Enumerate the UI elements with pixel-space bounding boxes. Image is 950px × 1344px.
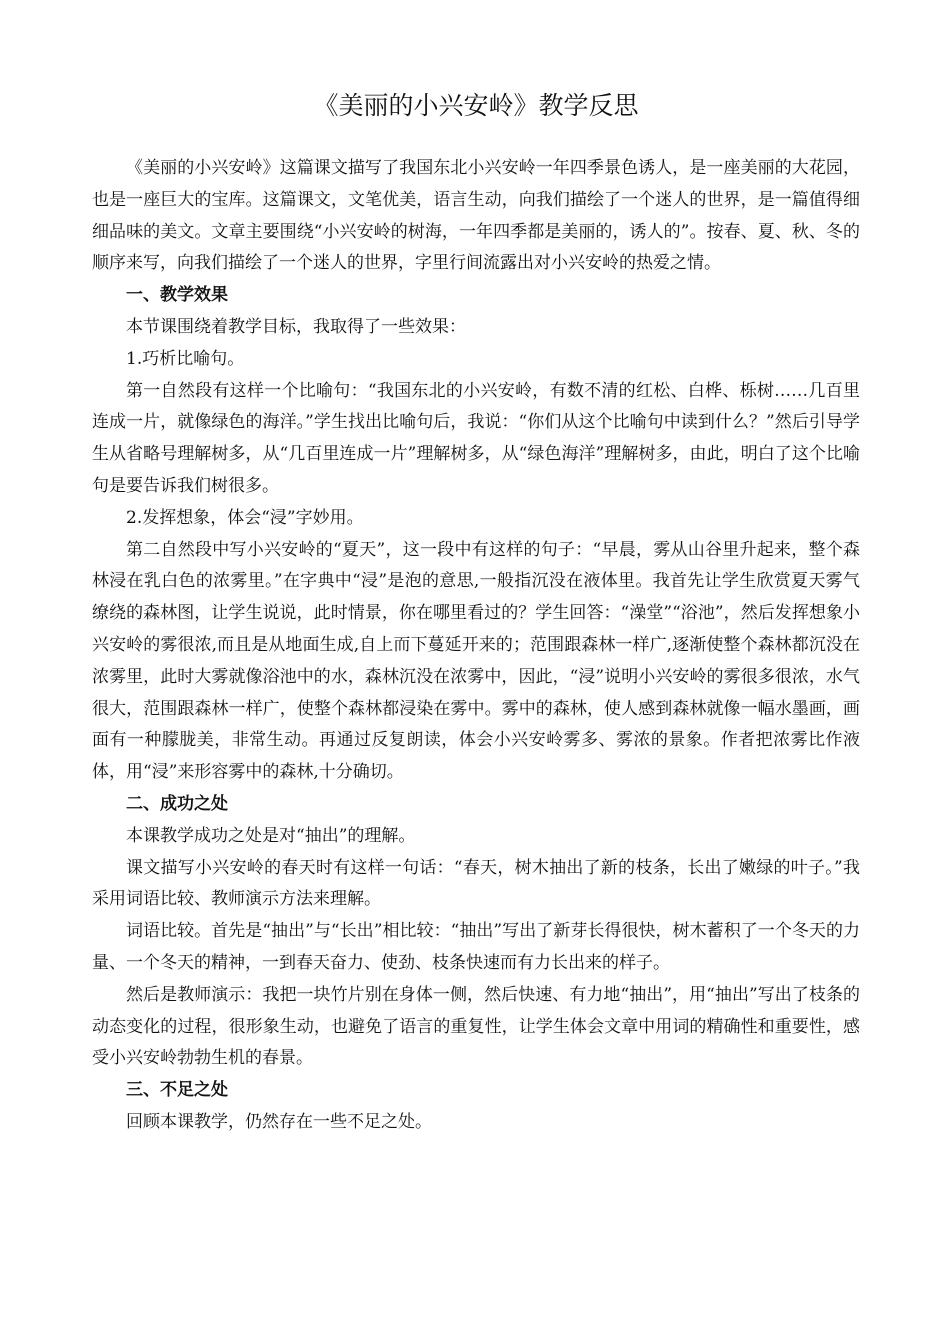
document-body: [92, 153, 860, 1139]
paragraph: 然后是教师演示：我把一块竹片别在身体一侧，然后快速、有力地“抽出”，用“抽出”写出了枝条的动态变化的过程，很形象生动，也避免了语言的重复性，让学生体会文章中用词的精确性和重要性，感受小兴安岭勃勃生机的春景。: [92, 984, 860, 1069]
paragraph: 第二自然段中写小兴安岭的“夏天”，这一段中有这样的句子：“早晨，雾从山谷里升起来，整个森林浸在乳白色的浓雾里。”在字典中“浸”是泡的意思,一般指沉没在液体里。我首先让学生欣赏夏天雾气缭绕的森林图，让学生说说，此时情景，你在哪里看过的？学生回答：“澡堂”“浴池”，然后发挥想象小兴安岭的雾很浓,而且是从地面生成,自上而下蔓延开来的；范围跟森林一样广,逐渐使整个森林都沉没在浓雾里，此时大雾就像浴池中的水，森林沉没在浓雾中，因此，“浸”说明小兴安岭的雾很多很浓，水气很大，范围跟森林一样广，使整个森林都浸染在雾中。雾中的森林，使人感到森林就像一幅水墨画，画面有一种朦胧美，非常生动。再通过反复朗读，体会小兴安岭雾多、雾浓的景象。作者把浓雾比作液体，用“浸”来形容雾中的森林,十分确切。: [92, 539, 860, 783]
paragraph: 1.巧析比喻句。: [126, 348, 245, 369]
paragraph: 回顾本课教学，仍然存在一些不足之处。: [126, 1111, 432, 1132]
paragraph: 第一自然段有这样一个比喻句：“我国东北的小兴安岭，有数不清的红松、白桦、栎树……几百里连成一片，就像绿色的海洋。”学生找出比喻句后，我说：“你们从这个比喻句中读到什么？”然后引导学生从省略号理解树多，从“几百里连成一片”理解树多，从“绿色海洋”理解树多，由此，明白了这个比喻句是要告诉我们树很多。: [92, 380, 860, 496]
paragraph: 课文描写小兴安岭的春天时有这样一句话：“春天，树木抽出了新的枝条，长出了嫩绿的叶子。”我采用词语比较、教师演示方法来理解。: [92, 857, 860, 910]
paragraph: 本节课围绕着教学目标，我取得了一些效果：: [126, 316, 466, 337]
paragraph: 词语比较。首先是“抽出”与“长出”相比较：“抽出”写出了新芽长得很快，树木蓄积了一个冬天的力量、一个冬天的精神，一到春天奋力、使劲、枝条快速而有力长出来的样子。: [92, 921, 860, 973]
section-heading-teaching-effect: 一、教学效果: [126, 285, 228, 306]
section-heading-success: 二、成功之处: [126, 793, 228, 814]
paragraph: 本课教学成功之处是对“抽出”的理解。: [126, 825, 416, 846]
section-heading-shortcomings: 三、不足之处: [126, 1080, 228, 1101]
paragraph: 2.发挥想象，体会“浸”字妙用。: [126, 507, 364, 528]
intro-paragraph: 《美丽的小兴安岭》这篇课文描写了我国东北小兴安岭一年四季景色诱人，是一座美丽的大花园，也是一座巨大的宝库。这篇课文，文笔优美，语言生动，向我们描绘了一个迷人的世界，是一篇值得细细品味的美文。文章主要围绕“小兴安岭的树海，一年四季都是美丽的，诱人的”。按春、夏、秋、冬的顺序来写，向我们描绘了一个迷人的世界，字里行间流露出对小兴安岭的热爱之情。: [92, 158, 860, 274]
document-title: 《美丽的小兴安岭》教学反思: [313, 91, 639, 120]
